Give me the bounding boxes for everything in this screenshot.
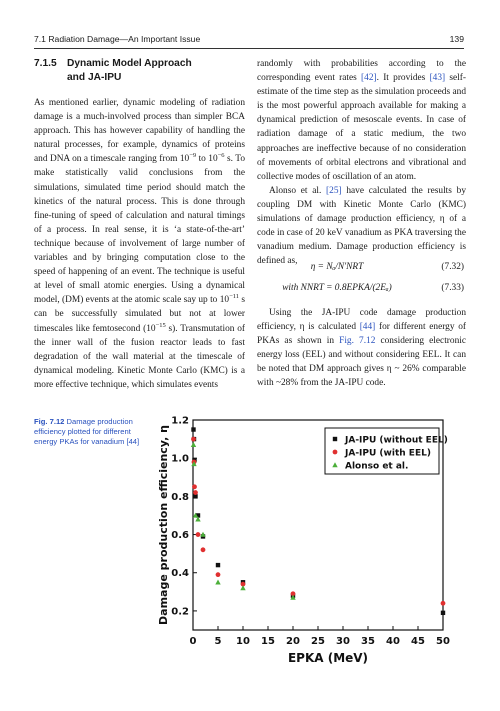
section-heading: [34, 57, 234, 85]
caption-text: Damage production efficiency plotted for different energy PKAs for vanadium: [34, 417, 133, 446]
data-point: [216, 572, 221, 577]
equation-number: (7.32): [441, 262, 464, 272]
section-title-line2: and JA-IPU: [67, 72, 122, 83]
legend-label: Alonso et al.: [345, 461, 409, 472]
citation-link[interactable]: [42]: [361, 73, 377, 84]
y-tick-label: 0.8: [171, 491, 189, 503]
x-tick-label: 50: [436, 636, 450, 647]
equation-body: η = Nₐ/N′NRT: [310, 262, 364, 272]
page-number: 139: [449, 34, 464, 44]
left-column: [34, 96, 245, 392]
legend-marker: [333, 450, 338, 455]
y-axis-label: Damage production efficiency, η: [157, 425, 170, 625]
x-tick-label: 10: [236, 636, 250, 647]
citation-link[interactable]: [25]: [326, 185, 342, 196]
data-point: [192, 484, 197, 489]
data-point: [193, 490, 198, 495]
paragraph: Using the JA-IPU code damage production efficiency, η is calculated [44] for different energy of PKAs as shown in Fig. 7.12 considering electronic energy loss (EEL) and without considering EEL. It can be noted that DM approach gives η ~ 26% comparable with ~28% from the JA-IPU code.: [257, 308, 466, 389]
figure-label: Fig. 7.12: [34, 417, 65, 426]
header-rule: [34, 48, 464, 49]
figure-link[interactable]: Fig. 7.12: [339, 336, 376, 347]
citation-link[interactable]: [43]: [429, 73, 446, 84]
paragraph: As mentioned earlier, dynamic modeling of radiation damage is a much-involved process than simpler BCA approach. This has however capability of handling the natural processes, for example, dynamics of proteins and DNA on a timescale ranging from $10^{-9}$ to $10^{-6}$ s. To make statistically valid conclusions from the simulations, simulated time period should match the kinetics of the natural process. This is done through fine-tuning of speed of calculation and natural timings of a process. In real sense, it is ‘a state-of-the-art’ technique because of involvement of large number of variables and by bringing computation close to the speed of happening of an event. The technique is useful at level of small atomic energies. Using a dynamical model, (DM) events at the atomic scale say up to $10^{-11}$ s can be successfully simulated but not at lower timescales like femtosecond ($10^{-15}$ s). Transmutation of the inner wall of the fusion reactor leads to fast degradation of the wall material at the timescale of dynamical modeling. Kinetic Monte Carlo (KMC) is a more effective technique, which simulates events: [34, 98, 245, 390]
x-tick-label: 25: [311, 636, 325, 647]
legend-label: JA-IPU (without EEL): [345, 435, 448, 446]
y-tick-label: 1.2: [171, 415, 189, 427]
x-tick-label: 45: [411, 636, 425, 647]
data-point: [191, 442, 196, 447]
paragraph: Alonso et al. [25] have calculated the results by coupling DM with Kinetic Monte Carlo (KMC) simulations of damage production efficiency, η of a code in case of 20 keV vanadium as PKA traversing the vanadium medium. Damage production efficiency is defined as,: [257, 185, 466, 267]
section-number: 7.1.5: [34, 58, 57, 69]
x-tick-label: 5: [214, 636, 222, 647]
equation-7-32: [257, 262, 466, 276]
data-point: [441, 611, 445, 615]
data-point: [201, 547, 206, 552]
running-header: [34, 34, 464, 48]
equation-number: (7.33): [441, 283, 464, 293]
x-tick-label: 35: [361, 636, 375, 647]
data-point: [191, 427, 195, 431]
right-column: [257, 57, 466, 268]
right-column-continued: [257, 306, 466, 391]
y-tick-label: 1.0: [171, 453, 189, 465]
x-tick-label: 40: [386, 636, 400, 647]
equation-7-33: [257, 283, 466, 297]
section-title-line1: Dynamic Model Approach: [67, 58, 192, 69]
citation-link[interactable]: [44]: [359, 322, 376, 333]
x-tick-label: 30: [336, 636, 350, 647]
y-tick-label: 0.2: [171, 606, 189, 618]
figure-7-12-chart: [155, 410, 455, 690]
x-tick-label: 15: [261, 636, 275, 647]
data-point: [200, 532, 205, 537]
legend-label: JA-IPU (with EEL): [345, 448, 431, 459]
x-tick-label: 20: [286, 636, 300, 647]
data-point: [215, 579, 220, 584]
figure-caption: [34, 417, 152, 447]
scatter-chart: [155, 410, 455, 690]
data-point: [216, 563, 220, 567]
citation-link[interactable]: [44]: [126, 437, 140, 446]
data-point: [441, 601, 446, 606]
data-point: [191, 437, 196, 442]
legend-marker: [333, 437, 337, 441]
equation-body: with NNRT = 0.8EPKA/(2Eₐ): [282, 283, 392, 293]
data-point: [240, 585, 245, 590]
running-title: 7.1 Radiation Damage—An Important Issue: [34, 34, 201, 44]
x-tick-label: 0: [189, 636, 197, 647]
y-tick-label: 0.6: [171, 530, 189, 542]
data-point: [196, 532, 201, 537]
x-axis-label: EPKA (MeV): [287, 651, 369, 665]
paragraph: randomly with probabilities according to the corresponding event rates [42]. It provides [43] self-estimate of the time step as the simulation proceeds and is the most powerful approach available for making a dynamical prediction of mesoscale events. In case of radiation damage of a static medium, the two approaches are ineffective because of no consideration of movements of orbital electrons and vibrational and collective modes of oscillation of an atom.: [257, 59, 466, 182]
y-tick-label: 0.4: [171, 568, 189, 580]
